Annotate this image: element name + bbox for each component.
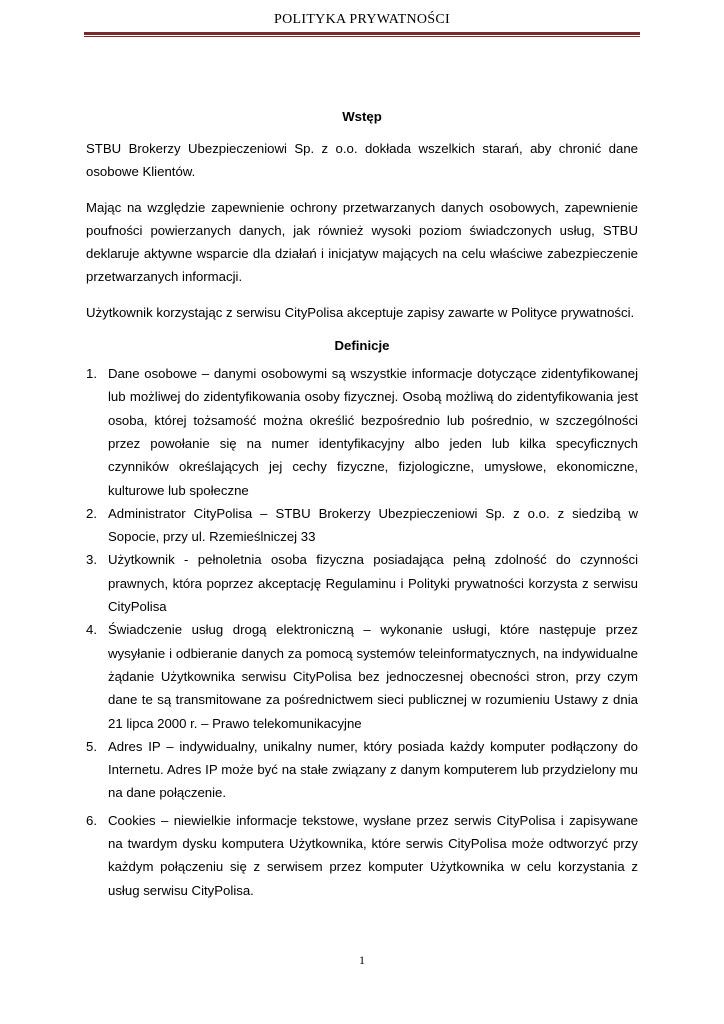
definition-item	[86, 502, 638, 549]
definition-item	[86, 809, 638, 902]
definition-number: 5.	[86, 738, 97, 754]
definition-number: 6.	[86, 812, 97, 828]
definition-text: Adres IP – indywidualny, unikalny numer, który posiada każdy komputer podłączony do Internetu. Adres IP może być na stałe związany z danym komputerem lub przydzielony mu na dane połączenie.	[108, 738, 638, 801]
definition-item	[86, 548, 638, 618]
definition-number: 3.	[86, 552, 97, 568]
definition-item	[86, 735, 638, 805]
page-header	[84, 0, 640, 40]
definition-number: 1.	[86, 366, 97, 382]
definition-text: Użytkownik - pełnoletnia osoba fizyczna posiadająca pełną zdolność do czynności prawnych, która poprzez akceptację Regulaminu i Polityki prywatności korzysta z serwisu CityPolisa	[108, 552, 638, 615]
definition-text: Świadczenie usług drogą elektroniczną – wykonanie usługi, które następuje przez wysyłanie i odbieranie danych za pomocą systemów teleinformatycznych, na indywidualne żądanie Użytkownika serwisu CityPolisa bez jednoczesnej obecności stron, przy czym dane te są transmitowane za pośrednictwem sieci publicznej w rozumieniu Ustawy z dnia 21 lipca 2000 r. – Prawo telekomunikacyjne	[108, 622, 638, 731]
header-title: POLITYKA PRYWATNOŚCI	[274, 12, 450, 27]
document-body	[86, 107, 638, 902]
definition-text: Administrator CityPolisa – STBU Brokerzy Ubezpieczeniowi Sp. z o.o. z siedzibą w Sopocie, przy ul. Rzemieślniczej 33	[108, 505, 638, 545]
intro-paragraph: Użytkownik korzystając z serwisu CityPolisa akceptuje zapisy zawarte w Polityce prywatności.	[86, 304, 635, 320]
definition-text: Dane osobowe – danymi osobowymi są wszystkie informacje dotyczące zidentyfikowanej lub możliwej do zidentyfikowania osoby fizycznej. Osobą możliwą do zidentyfikowania jest osoba, której tożsamość można określić bezpośrednio lub pośrednio, w szczególności przez powołanie się na numer identyfikacyjny albo jeden lub kilka specyficznych czynników określających jej cechy fizyczne, fizjologiczne, umysłowe, ekonomiczne, kulturowe lub społeczne	[108, 366, 638, 498]
intro-heading: Wstęp	[342, 109, 382, 124]
definitions-heading: Definicje	[334, 338, 390, 354]
definition-item	[86, 362, 638, 502]
definition-text: Cookies – niewielkie informacje tekstowe, wysłane przez serwis CityPolisa i zapisywane na twardym dysku komputera Użytkownika, które serwis CityPolisa może odtworzyć przy każdym połączeniu się z serwisem przez komputer Użytkownika w celu korzystania z usług serwisu CityPolisa.	[108, 812, 638, 898]
definition-item	[86, 618, 638, 734]
page-number: 1	[359, 953, 365, 967]
intro-paragraph: Mając na względzie zapewnienie ochrony przetwarzanych danych osobowych, zapewnienie poufności powierzanych danych, jak również wysoki poziom świadczonych usług, STBU deklaruje aktywne wsparcie dla działań i inicjatyw mających na celu właściwe zabezpieczenie przetwarzanych informacji.	[86, 199, 638, 285]
definition-number: 2.	[86, 505, 97, 521]
header-rule-thin	[84, 36, 640, 37]
definitions-list	[86, 362, 638, 902]
header-rule-thick	[84, 32, 640, 35]
intro-paragraph: STBU Brokerzy Ubezpieczeniowi Sp. z o.o. dokłada wszelkich starań, aby chronić dane osobowe Klientów.	[86, 141, 638, 180]
definition-number: 4.	[86, 622, 97, 638]
